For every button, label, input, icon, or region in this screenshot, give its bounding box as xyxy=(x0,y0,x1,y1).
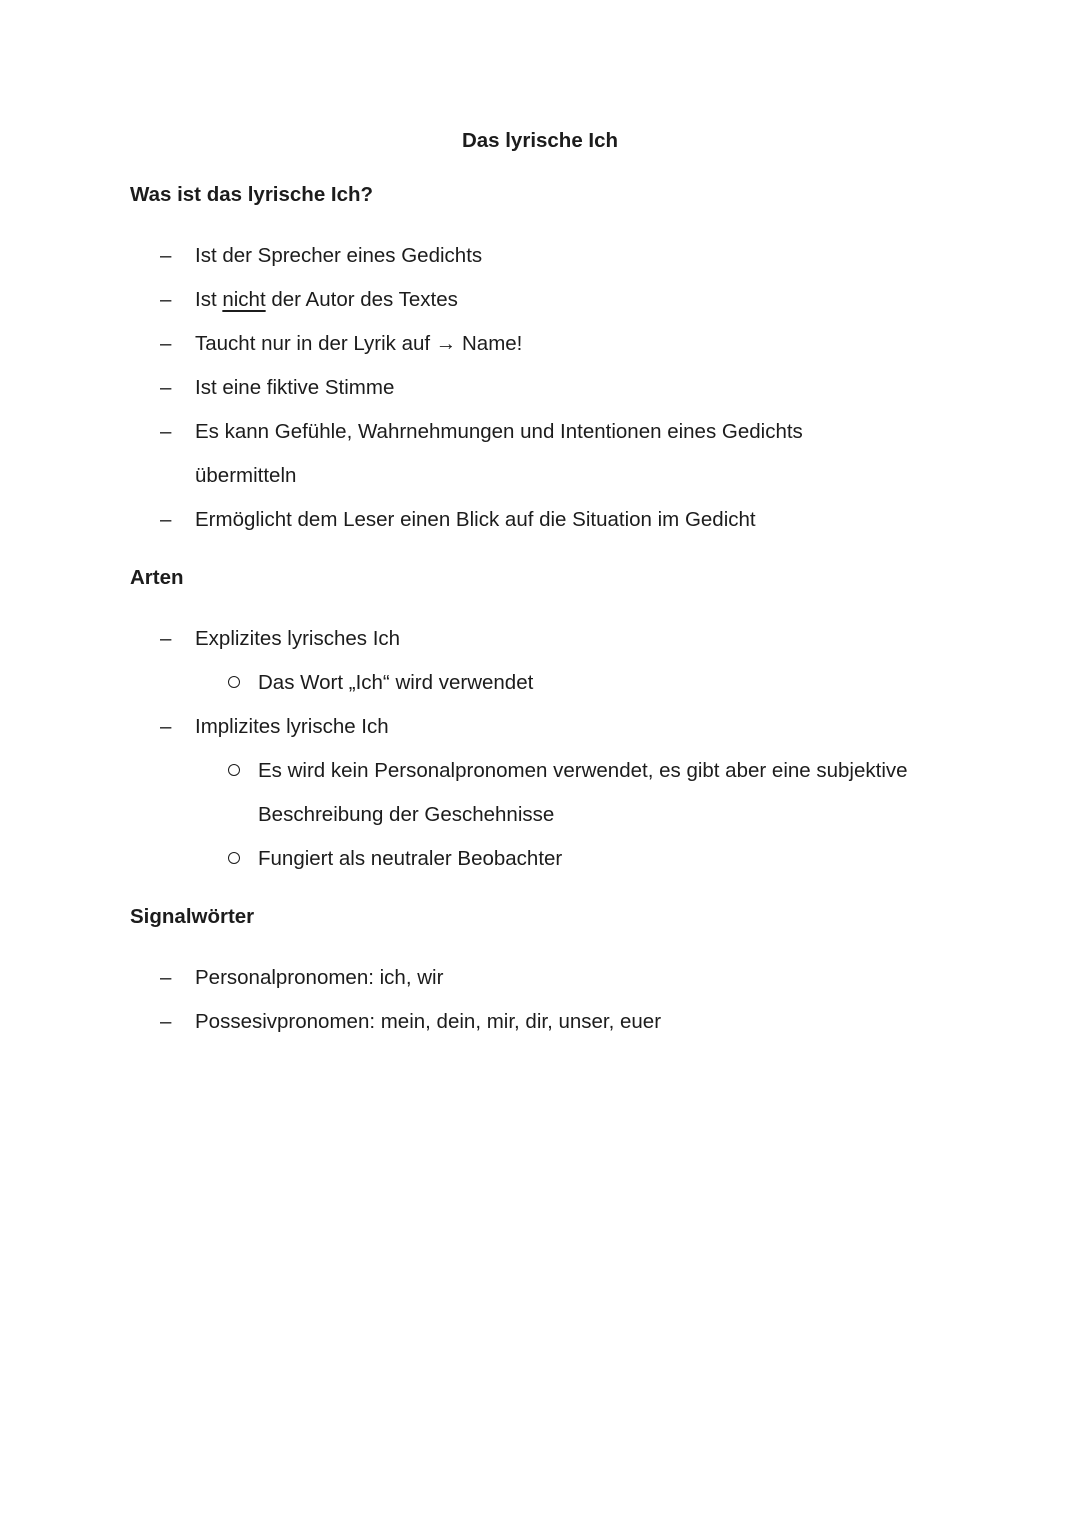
list-item-text: Personalpronomen: ich, wir xyxy=(195,966,444,989)
list-item-text: Taucht nur in der Lyrik auf → Name! xyxy=(195,332,523,355)
dash-bullet-icon: – xyxy=(160,244,172,267)
dash-bullet-icon: – xyxy=(160,1010,172,1033)
list-item xyxy=(130,1000,980,1044)
section-heading: Arten xyxy=(130,566,184,589)
list-item-text: Fungiert als neutraler Beobachter xyxy=(258,847,563,870)
dash-bullet-icon: – xyxy=(160,376,172,399)
list-item-text: Das Wort „Ich“ wird verwendet xyxy=(258,671,534,694)
list-item xyxy=(130,410,980,498)
list-item-text: Ist eine fiktive Stimme xyxy=(195,376,395,399)
list-item xyxy=(130,956,980,1000)
dash-bullet-icon: – xyxy=(160,332,172,355)
bullet-list xyxy=(130,617,980,881)
dash-bullet-icon: – xyxy=(160,288,172,311)
circle-bullet-icon xyxy=(228,661,258,705)
list-item-text: Implizites lyrische Ich xyxy=(195,715,389,738)
section-heading: Signalwörter xyxy=(130,905,255,928)
list-item xyxy=(130,322,980,366)
dash-bullet-icon: – xyxy=(160,966,172,989)
dash-bullet-icon: – xyxy=(160,715,172,738)
list-item-text: Ist der Sprecher eines Gedichts xyxy=(195,244,483,267)
bullet-list xyxy=(130,234,980,542)
list-item-text: Ermöglicht dem Leser einen Blick auf die Situation im Gedicht xyxy=(195,508,756,531)
list-item-text: Es kann Gefühle, Wahrnehmungen und Intentionen eines Gedichts übermitteln xyxy=(195,420,803,487)
list-item-text: Explizites lyrisches Ich xyxy=(195,627,401,650)
circle-bullet-icon xyxy=(228,764,240,776)
section-heading: Was ist das lyrische Ich? xyxy=(130,183,374,206)
list-item xyxy=(130,705,980,749)
list-item xyxy=(130,837,980,881)
circle-bullet-icon xyxy=(228,749,258,793)
circle-bullet-icon xyxy=(228,837,258,881)
document-body xyxy=(130,184,980,1044)
bullet-list xyxy=(130,956,980,1044)
dash-bullet-icon: – xyxy=(160,627,172,650)
list-item xyxy=(130,366,980,410)
list-item xyxy=(130,661,980,705)
list-item-text: Possesivpronomen: mein, dein, mir, dir, unser, euer xyxy=(195,1010,662,1033)
list-item xyxy=(130,498,980,542)
list-item xyxy=(130,278,980,322)
circle-bullet-icon xyxy=(228,852,240,864)
dash-bullet-icon: – xyxy=(160,508,172,531)
list-item xyxy=(130,234,980,278)
circle-bullet-icon xyxy=(228,676,240,688)
list-item xyxy=(130,617,980,661)
list-item-text: Es wird kein Personalpronomen verwendet, es gibt aber eine subjektive Beschreibung der Geschehnisse xyxy=(258,759,908,826)
document-title: Das lyrische Ich xyxy=(461,129,619,152)
dash-bullet-icon: – xyxy=(160,420,172,443)
list-item-text: Ist nicht der Autor des Textes xyxy=(195,288,458,311)
list-item xyxy=(130,749,980,837)
